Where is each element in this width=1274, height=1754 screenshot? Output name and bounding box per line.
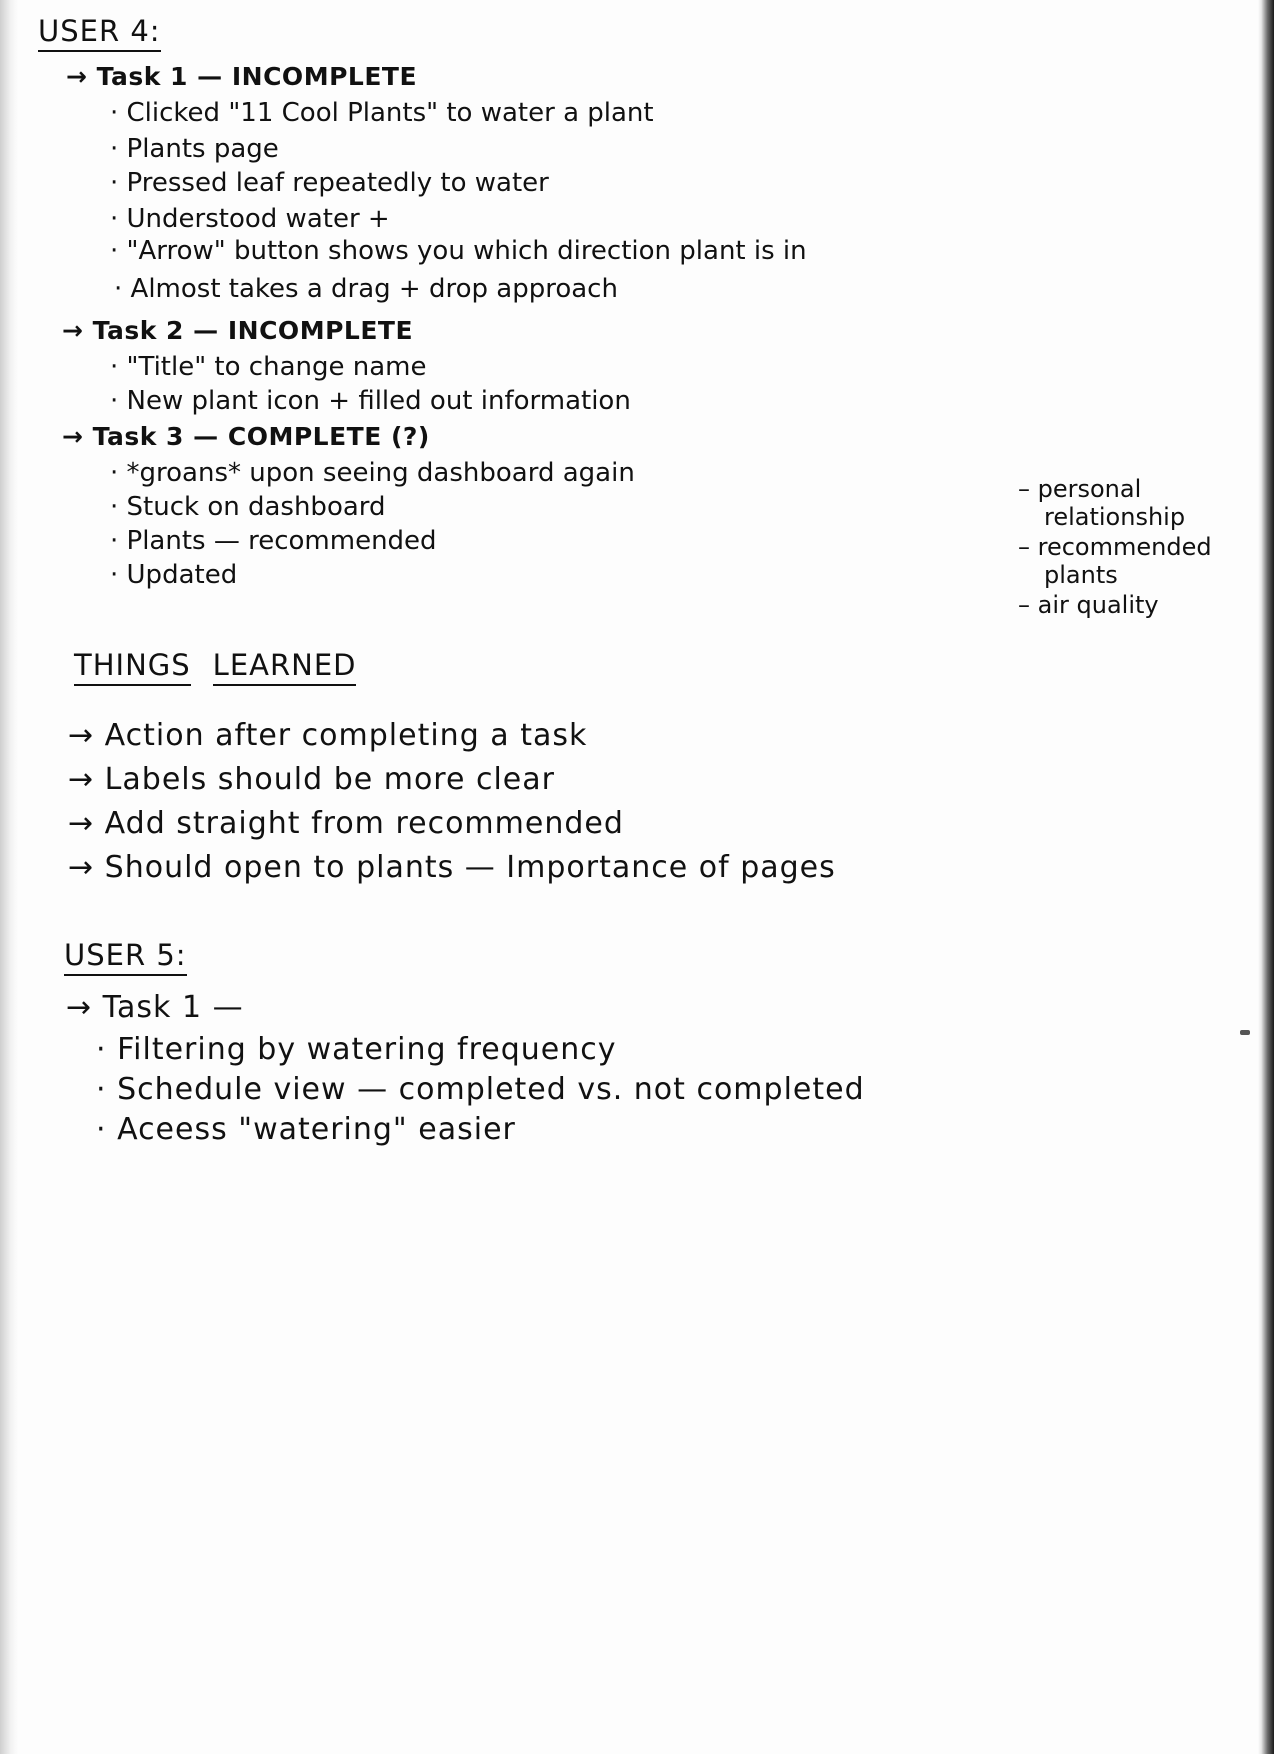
side-note-personal-relationship: – personal relationship <box>1018 475 1186 531</box>
user4-task2-note: · "Title" to change name <box>110 352 427 382</box>
user4-task2-note: · New plant icon + filled out information <box>110 386 631 416</box>
page-left-edge <box>0 0 18 1754</box>
learned-item: → Labels should be more clear <box>68 762 555 797</box>
learned-item: → Add straight from recommended <box>68 806 624 841</box>
user4-task1-note: · Plants page <box>110 134 279 164</box>
user4-task3-note: · Updated <box>110 560 238 590</box>
user4-task3-note: · *groans* upon seeing dashboard again <box>110 458 635 488</box>
things-learned-heading: THINGS LEARNED <box>74 648 356 686</box>
user4-task3-note: · Plants — recommended <box>110 526 437 556</box>
user4-task1-note: · "Arrow" button shows you which direction plant is in <box>110 236 807 266</box>
user5-task1-note: · Schedule view — completed vs. not completed <box>96 1072 865 1107</box>
user4-task1-title: → Task 1 — INCOMPLETE <box>66 62 418 91</box>
user5-task1-title: → Task 1 — <box>66 990 244 1025</box>
side-note-air-quality: – air quality <box>1018 591 1159 619</box>
user5-heading: USER 5: <box>64 938 187 976</box>
user4-task1-note: · Understood water + <box>110 204 390 234</box>
user4-task1-note: · Almost takes a drag + drop approach <box>114 274 618 304</box>
scan-mark <box>1240 1030 1250 1035</box>
learned-item: → Action after completing a task <box>68 718 588 753</box>
learned-item: → Should open to plants — Importance of pages <box>68 850 836 885</box>
user4-task2-title: → Task 2 — INCOMPLETE <box>62 316 414 345</box>
user4-task3-note: · Stuck on dashboard <box>110 492 386 522</box>
user5-task1-note: · Aceess "watering" easier <box>96 1112 516 1147</box>
page-right-edge <box>1258 0 1274 1754</box>
side-note-recommended-plants: – recommended plants <box>1018 533 1212 589</box>
user4-task1-note: · Clicked "11 Cool Plants" to water a plant <box>110 98 654 128</box>
user4-task3-title: → Task 3 — COMPLETE (?) <box>62 422 430 451</box>
user5-task1-note: · Filtering by watering frequency <box>96 1032 617 1067</box>
user4-task1-note: · Pressed leaf repeatedly to water <box>110 168 549 198</box>
user4-heading: USER 4: <box>38 14 161 52</box>
